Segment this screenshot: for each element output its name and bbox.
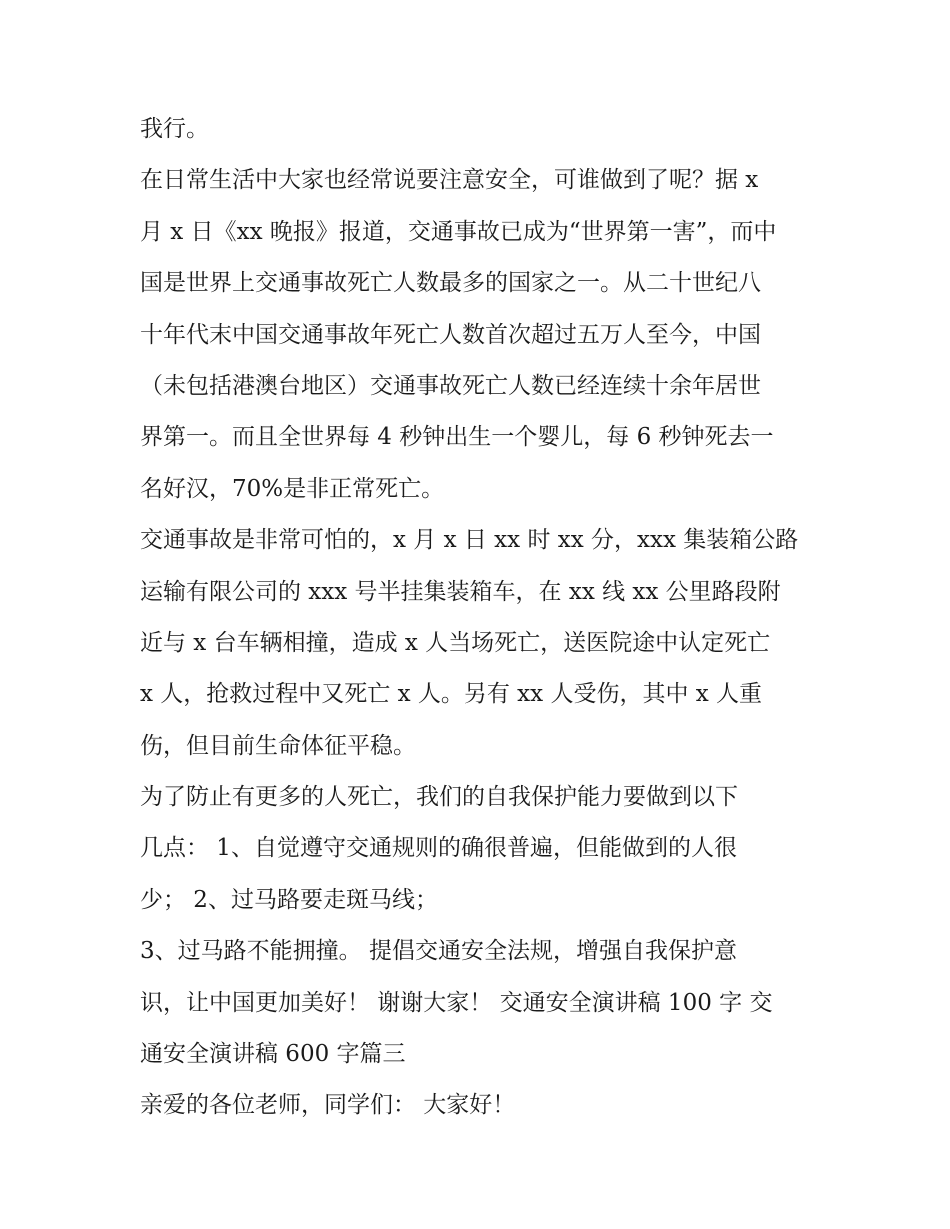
text-line: 交通事故是非常可怕的，x 月 x 日 xx 时 xx 分，xxx 集装箱公路 [140,527,799,554]
text-line: 名好汉，70%是非正常死亡。 [140,475,445,502]
text-line: 通安全演讲稿 600 字篇三 [140,1041,406,1068]
text-line: 3、过马路不能拥撞。 提倡交通安全法规，增强自我保护意 [140,938,737,965]
text-line: 国是世界上交通事故死亡人数最多的国家之一。从二十世纪八 [140,270,761,297]
text-line: 亲爱的各位老师，同学们： 大家好！ [140,1092,516,1119]
document-body [140,104,820,1132]
text-line: 我行。 [140,116,209,142]
text-line: 识，让中国更加美好！ 谢谢大家！ 交通安全演讲稿 100 字 交 [140,989,773,1016]
text-line: 在日常生活中大家也经常说要注意安全，可谁做到了呢？据 x [140,167,759,194]
text-line: 近与 x 台车辆相撞，造成 x 人当场死亡，送医院途中认定死亡 [140,629,771,656]
text-line: 月 x 日《xx 晚报》报道，交通事故已成为“世界第一害”，而中 [140,218,777,245]
text-line: 伤，但目前生命体征平稳。 [140,732,416,759]
text-line: 界第一。而且全世界每 4 秒钟出生一个婴儿，每 6 秒钟死去一 [140,424,774,451]
text-line: 运输有限公司的 xxx 号半挂集装箱车，在 xx 线 xx 公里路段附 [140,578,781,605]
text-line: 为了防止有更多的人死亡，我们的自我保护能力要做到以下 [140,784,738,811]
text-line: 十年代末中国交通事故年死亡人数首次超过五万人至今，中国 [140,321,761,348]
text-line: （未包括港澳台地区）交通事故死亡人数已经连续十余年居世 [140,372,761,399]
text-line: 少； 2、过马路要走斑马线； [140,886,438,913]
text-line: x 人，抢救过程中又死亡 x 人。另有 xx 人受伤，其中 x 人重 [140,681,763,708]
text-line: 几点： 1、自觉遵守交通规则的确很普遍，但能做到的人很 [140,835,737,862]
